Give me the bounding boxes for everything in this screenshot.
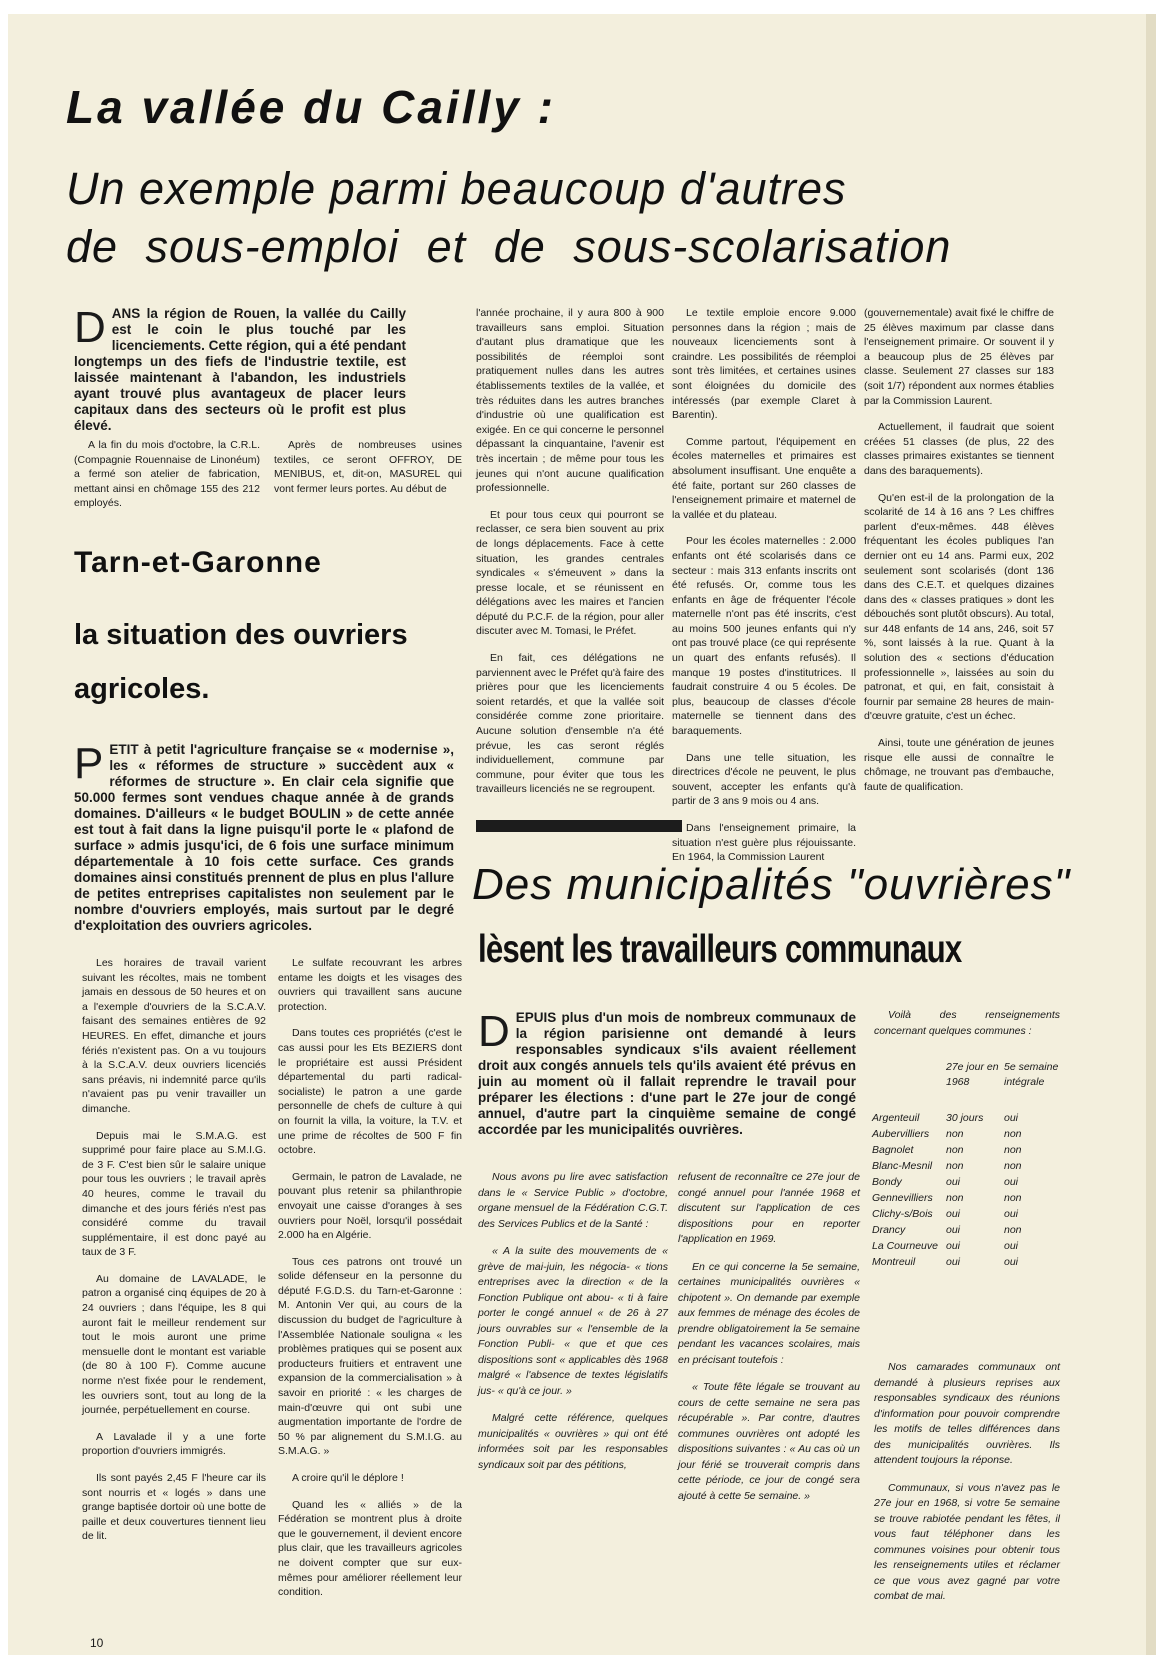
paragraph: « A la suite des mouvements de « grève de mai-juin, les négocia- « tions entreprises avec la direction « de la Fonction Publique ont abou- « ti à faire porter le congé annuel « de 26 à 27 jours ouvrables sur « l'ensemble de la Fonction Publi- « que et que ces dispositions sont « applicables dès 1968 malgré « l'absence de textes législatifs jus- « qu'à ce jour. » [478,1245,668,1397]
paragraph: En ce qui concerne la 5e semaine, certaines municipalités ouvrières « chipotent ». On demande par exemple aux femmes de ménage des écoles de prendre obligatoirement la 5e semaine pendant les vacances scolaires, mais en précisant toutefois : [678,1260,860,1366]
paragraph: Comme partout, l'équipement en écoles maternelles et primaires est absolument insuffisant. Une enquête a été faite, portant sur 260 classes de l'enseignement primaire et maternel de la vallée et du plateau. [672,435,856,521]
paragraph: Dans toutes ces propriétés (c'est le cas aussi pour les Ets BEZIERS dont le propriétaire est aussi Président départemental du parti radical-socialiste) le patron a une garde personnelle de chefs de culture à qui on fournit la villa, la voiture, la T.V. et une prime de récoltes de 500 F fin octobre. [278,1027,462,1157]
paragraph: Germain, le patron de Lavalade, ne pouvant plus retenir sa philanthropie envoyait une caisse d'oranges à ses ouvriers pour Noël, lorsqu'il possédait 2.000 ha en Algérie. [278,1170,462,1242]
paragraph: « Toute fête légale se trouvant au cours de cette semaine ne sera pas récupérable ». Par contre, d'autres communes ouvrières ont adopté les dispositions suivantes : « Au cas où un jour férié se trouverait compris dans cette période, ce jour de congé sera ajouté à cette 5e semaine. » [678,1381,860,1502]
cell-27e: oui [946,1240,961,1252]
cell-27e: non [946,1128,964,1140]
paragraph: Au domaine de LAVALADE, le patron a organisé cinq équipes de 20 à 24 ouvriers ; dans l'équipe, les 8 qui auront fait le meilleur rendement sur tout le mois auront une prime mensuelle dont le montant est variable (de 80 à 100 F). Comme aucune norme n'est fixée pour le rendement, les ouvriers sont, tout au long de la journée, perpétuellement en course. [82,1272,266,1417]
column-header-5e: 5e semaine intégrale [1004,1061,1059,1088]
cell-5e: oui [1004,1112,1019,1124]
cell-27e: non [946,1144,964,1156]
paragraph: Nos camarades communaux ont demandé à plusieurs reprises aux responsables syndicaux des réunions d'information pour pouvoir comprendre les motifs de telles différences dans des municipalités ouvrières. Ils attendent toujours la réponse. [874,1361,1060,1466]
table-row [872,1190,1062,1206]
paragraph: Et pour tous ceux qui pourront se reclasser, ce sera bien souvent au prix de longs déplacements. Face à cette situation, les grandes centrales syndicales « s'émeuvent » dans la presse locale, et se réunissent en délégations avec les maires et l'ancien député du P.C.F. de la région, pour aller discuter avec M. Tomasi, le Préfet. [476,508,664,638]
cell-5e: oui [1004,1256,1019,1268]
paragraph: Dans une telle situation, les directrices d'école ne peuvent, le plus souvent, accepter les enfants qu'à partir de 3 ans 9 mois ou 4 ans. [672,751,856,808]
page-number: 10 [90,1636,104,1650]
table-row [872,1158,1062,1174]
communes-table-grid [872,1060,1062,1270]
cell-5e: oui [1004,1208,1019,1220]
cailly-col-c [476,306,664,809]
cell-5e: non [1004,1192,1022,1204]
cell-5e: non [1004,1144,1022,1156]
paragraph: En fait, ces délégations ne parviennent avec le Préfet qu'à faire des prières pour que les licenciements soient retardés, et que la vallée soit considérée comme zone prioritaire. Aucune solution d'ensemble n'a été prévue, les cas seront réglés individuellement, commune par commune, pour éviter que tous les travailleurs licenciés ne se regroupent. [476,652,664,796]
cailly-lead [74,303,406,434]
headline-line-3: de sous-emploi et de sous-scolarisation [66,221,952,272]
paragraph: Le sulfate recouvrant les arbres entame les doigts et les visages des ouvriers qui travaillent sans aucune protection. [278,957,462,1013]
paragraph: Qu'en est-il de la prolongation de la scolarité de 14 à 16 ans ? Les chiffres parlent d'eux-mêmes. 448 élèves fréquentant les écoles publiques l'an dernier ont eu 14 ans. Parmi eux, 202 seulement sont scolarisés (dont 136 dans des C.E.T. et quelques dizaines dans des « classes pratiques » dont les débouchés sont plutôt obscurs). Au total, sur 448 enfants de 14 ans, 246, soit 57 %, sont laissés à la rue. Quant à la solution des « sections d'éducation professionnelle », laissées au soin du patronat, et qui, en fait, consistait à fournir par semaine 28 heures de main-d'œuvre gratuite, c'est un échec. [864,491,1054,723]
cell-5e: oui [1004,1240,1019,1252]
tarn-col-b [278,956,462,1612]
municipal-col-c-after [874,1360,1060,1617]
paragraph: refusent de reconnaître ce 27e jour de congé annuel pour l'année 1968 et discutent sur l'application de ces dispositions pour en reporter l'application en 1969. [678,1171,860,1245]
cell-5e: non [1004,1160,1022,1172]
table-row [872,1206,1062,1222]
drop-cap: P [74,739,104,788]
cailly-lead-text: ANS la région de Rouen, la vallée du Cailly est le coin le plus touché par les licenciements. Cette région, qui a été pendant longtemps un des fiefs de l'industrie textile, est laissée maintenant à l'abandon, les industriels ayant trouvé plus avantageux de placer leurs capitaux dans des secteurs où le profit est plus élevé. [74,306,406,433]
paragraph: Dans l'enseignement primaire, la situation n'est guère plus réjouissante. En 1964, la Commission Laurent [672,822,856,864]
paragraph: A Lavalade il y a une forte proportion d'ouvriers immigrés. [82,1430,266,1458]
commune-name: La Courneuve [872,1240,938,1252]
municipal-lead-text: EPUIS plus d'un mois de nombreux communaux de la région parisienne ont demandé à leurs responsables syndicaux s'ils avaient réellement droit aux congés annuels tels qu'ils avaient été prévus en juin au moment où il fallait reprendre le travail pour préparer les élections : d'une part le 27e jour de congé annuel, d'autre part la cinquième semaine de congé accordée par les municipalités ouvrières. [478,1010,856,1137]
cell-27e: oui [946,1256,961,1268]
municipal-col-b [678,1170,860,1516]
table-row [872,1142,1062,1158]
cailly-col-b [274,438,462,508]
paragraph: Nous avons pu lire avec satisfaction dans le « Service Public » d'octobre, organe mensuel de la Fédération C.G.T. des Services Publics et de la Santé : [478,1171,668,1230]
paragraph: A croire qu'il le déplore ! [292,1472,404,1484]
commune-name: Gennevilliers [872,1192,933,1204]
cell-27e: 30 jours [946,1112,984,1124]
newspaper-page [8,14,1156,1655]
commune-name: Montreuil [872,1256,916,1268]
headline-cailly: La vallée du Cailly : [66,81,556,133]
municipal-col-c [874,1008,1060,1051]
paragraph: Depuis mai le S.M.A.G. est supprimé pour faire place au S.M.I.G. de 3 F. C'est bien sûr le salaire unique pour tous les ouvriers ; le travail après 40 heures, comme le travail du dimanche et des jours fériés n'est pas considéré comme du travail supplémentaire, il est donc payé au taux de 3 F. [82,1129,266,1259]
table-row [872,1174,1062,1190]
cell-5e: oui [1004,1176,1019,1188]
commune-name: Bondy [872,1176,902,1188]
municipal-subheading: lèsent les travailleurs communaux [478,928,962,971]
cell-27e: oui [946,1208,961,1220]
paragraph: Ainsi, toute une génération de jeunes risque elle aussi de connaître le chômage, ne trouvant pas d'embauche, faute de qualification. [864,737,1054,793]
page-fold-shadow [1146,14,1156,1655]
paragraph: Ils sont payés 2,45 F l'heure car ils sont nourris et « logés » dans une grange baptisée dortoir où une botte de paille et deux couvertures tiennent lieu de lit. [82,1472,266,1543]
table-row [872,1238,1062,1254]
tarn-lead-text: ETIT à petit l'agriculture française se « modernise », les « réformes de structure » succèdent aux « réformes de structure ». En clair cela signifie que 50.000 fermes sont vendues chaque année à de grands domaines. D'ailleurs « le budget BOULIN » de cette année est tout à fait dans la ligne puisqu'il porte le « plafond de surface » admis jusqu'ici, de 6 fois une surface minimum départementale à 10 fois cette surface. Ces grands domaines ainsi constitués prennent de plus en plus l'allure de petites entreprises capitalistes non seulement par le nombre d'ouvriers employés, mais surtout par le degré d'exploitation des ouvriers agricoles. [74,742,454,933]
cell-27e: oui [946,1176,961,1188]
cailly-col-d [672,306,856,877]
cell-27e: oui [946,1224,961,1236]
tarn-col-a [82,956,266,1556]
cell-5e: non [1004,1128,1022,1140]
cell-27e: non [946,1192,964,1204]
tarn-lead [74,739,454,934]
commune-name: Aubervilliers [872,1128,930,1140]
paragraph: Après de nombreuses usines textiles, ce seront OFFROY, DE MENIBUS, et, dit-on, MASUREL qui vont fermer leurs portes. Au début de [274,439,462,495]
municipal-col-a [478,1170,668,1485]
paragraph: Actuellement, il faudrait que soient créées 51 classes (de plus, 22 des classes primaires existantes se tiennent dans des baraquements). [864,421,1054,477]
commune-name: Blanc-Mesnil [872,1160,933,1172]
table-row [872,1254,1062,1270]
column-header-27e: 27e jour en 1968 [946,1061,999,1088]
table-row [872,1126,1062,1142]
paragraph: (gouvernementale) avait fixé le chiffre de 25 élèves maximum par classe dans l'enseignement primaire. Or souvent il y a beaucoup plus de 25 élèves par classe. Seulement 27 classes sur 183 (soit 1/7) répondent aux normes établies par la Commission Laurent. [864,307,1054,407]
cell-5e: non [1004,1224,1022,1236]
municipal-lead [478,1007,856,1138]
commune-name: Bagnolet [872,1144,914,1156]
tarn-subheading: la situation des ouvriers agricoles. [74,619,408,705]
drop-cap: D [478,1007,510,1056]
paragraph: A la fin du mois d'octobre, la C.R.L. (Compagnie Rouennaise de Linonéum) a fermé son atelier de fabrication, mettant ainsi en chômage 155 des 212 employés. [74,439,260,510]
paragraph: Malgré cette référence, quelques municipalités « ouvrières » qui ont été informées soit par les responsables syndicaux soit par des pétitions, [478,1412,668,1471]
paragraph: Tous ces patrons ont trouvé un solide défenseur en la personne du député F.G.D.S. du Tarn-et-Garonne : M. Antonin Ver qui, au cours de la discussion du budget de l'agriculture à l'Assemblée Nationale souligna « les problèmes pratiques qui se posent aux producteurs fruitiers et entravent une expansion de la commercialisation » à savoir en priorité : « les charges de main-d'œuvre qui ont subi une augmentation importante de l'ordre de 50 % par alignement du S.M.I.G. au S.M.A.G. » [278,1255,462,1458]
headline-line-2: Un exemple parmi beaucoup d'autres [66,163,847,214]
tarn-heading: Tarn-et-Garonne [74,546,322,579]
commune-name: Argenteuil [872,1112,920,1124]
paragraph: l'année prochaine, il y aura 800 à 900 travailleurs sans emploi. Situation d'autant plus dramatique que les possibilités de réemploi sont pratiquement nulles dans les autres établissements textiles de la vallée, et très réduites dans les autres branches d'industrie où une qualification est exigée. En ce qui concerne le personnel dépassant la cinquantaine, l'avenir est très incertain ; de même pour tous les jeunes qui n'ont aucune qualification professionnelle. [476,307,664,495]
commune-name: Drancy [872,1224,906,1236]
paragraph: Les horaires de travail varient suivant les récoltes, mais ne tombent jamais en dessous de 50 heures et on a l'exemple d'ouvriers de la S.C.A.V. faisant des semaines entières de 92 HEURES. En effet, dimanche et jours fériés n'existent pas. On a vu toujours à la S.C.A.V. deux ouvriers licenciés sans préavis, ni indemnité parce qu'ils n'avaient pas pu venir travailler un dimanche. [82,957,266,1115]
table-row [872,1222,1062,1238]
paragraph: Pour les écoles maternelles : 2.000 enfants ont été scolarisés dans ce secteur : mais 313 enfants inscrits ont été refusés. Or, comme tous les enfants en âge de fréquenter l'école maternelle n'ont pas été inscrits, c'est au moins 500 jeunes enfants qui n'y ont pas trouvé place (ce qui représente un quart des enfants refusés). Il manque 19 postes d'institutrices. Il faudrait construire 4 ou 5 écoles. De plus, beaucoup de classes d'école maternelle se tiennent dans des baraquements. [672,535,856,738]
drop-cap: D [74,303,106,352]
paragraph: Quand les « alliés » de la Fédération se montrent plus à droite que le gouvernement, il devient encore plus clair, que les travailleurs agricoles ne doivent compter que sur eux-mêmes pour améliorer réellement leur condition. [278,1498,462,1599]
paragraph: Communaux, si vous n'avez pas le 27e jour en 1968, si votre 5e semaine se trouve rabiotée pendant les fêtes, il vous faut téléphoner dans les communes voisines pour obtenir tous les renseignements utiles et réclamer ce que vous avez gagné par votre combat de mai. [874,1481,1060,1602]
table-row [872,1110,1062,1126]
cell-27e: non [946,1160,964,1172]
cailly-col-e [864,306,1054,806]
paragraph: Voilà des renseignements concernant quelques communes : [874,1009,1060,1037]
section-rule [476,820,682,832]
paragraph: Le textile emploie encore 9.000 personnes dans la région ; mais de nouveaux licenciements sont à craindre. Les possibilités de réemploi sont très limitées, et certaines usines sont éloignées du domicile des intéressés (par exemple Claret à Barentin). [672,307,856,422]
commune-name: Clichy-s/Bois [872,1208,933,1220]
communes-table [872,1060,1062,1270]
municipal-heading: Des municipalités "ouvrières" [472,860,1071,909]
cailly-col-a [74,438,260,523]
